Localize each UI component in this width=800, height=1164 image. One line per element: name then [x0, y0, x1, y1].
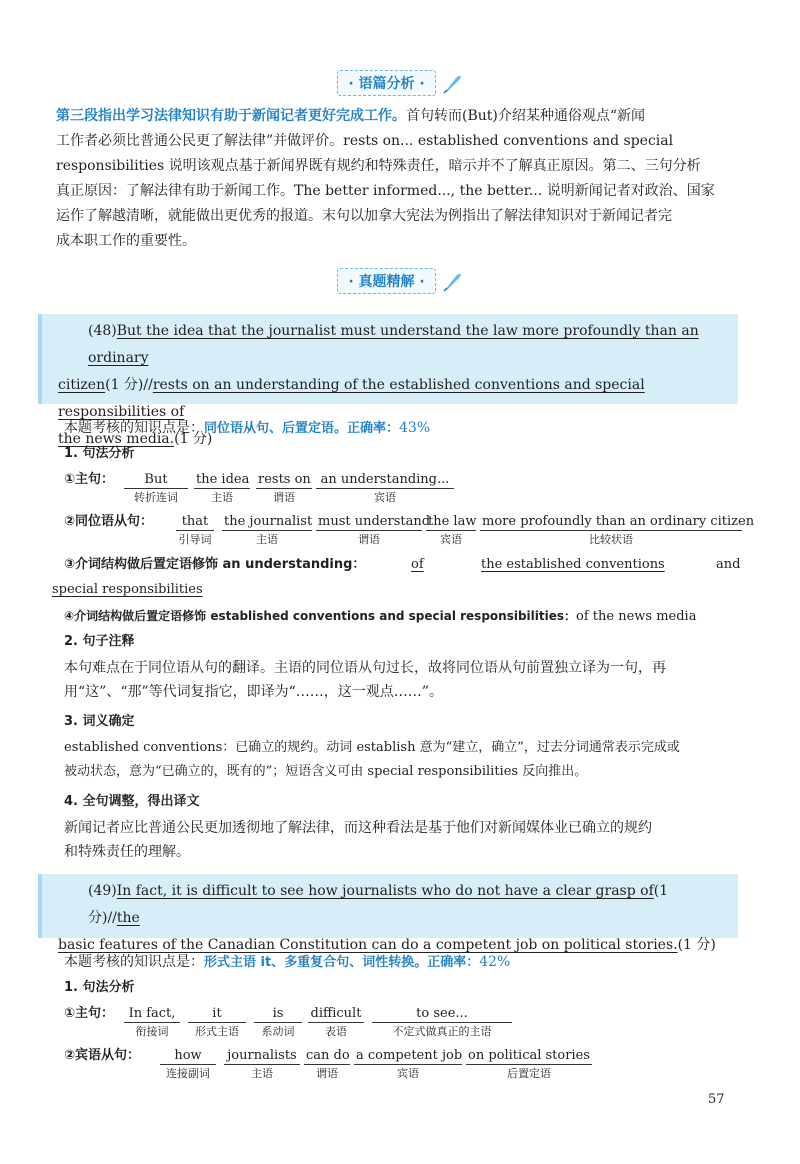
cell-zh: 宾语: [374, 491, 396, 504]
cell-en: difficult: [308, 1005, 364, 1023]
subheading: 1. 句法分析: [64, 446, 135, 461]
cell-zh: 比较状语: [589, 533, 633, 546]
grammar-cell: [188, 1005, 246, 1040]
cell-zh: 引导词: [178, 533, 212, 546]
grammar-word: the established conventions: [481, 557, 665, 572]
word-line: 被动状态，意为“已确立的，既有的”；短语含义可由 special responsibilities 反向推出。: [64, 764, 588, 779]
score-mark: (1 分)//: [105, 377, 153, 393]
grammar-word: special responsibilities: [52, 582, 203, 597]
cell-zh: 形式主语: [195, 1025, 239, 1038]
grammar-cell: [466, 1047, 592, 1082]
row-label: ④介词结构做后置定语修饰 established conventions and special responsibilities：: [64, 609, 577, 623]
analysis-line: 运作了解越清晰，就能做出更优秀的报道。末句以加拿大宪法为例指出了解法律知识对于新闻记者完: [56, 208, 672, 224]
row-label: ②宾语从句：: [64, 1048, 141, 1063]
grammar-cell: [316, 471, 454, 506]
grammar-word: of the news media: [576, 609, 697, 624]
kp-points: 同位语从句、后置定语。正确率：: [204, 421, 400, 436]
grammar-cell: [354, 1047, 462, 1082]
cell-zh: 谓语: [316, 1067, 338, 1080]
cell-en: it: [188, 1005, 246, 1023]
cell-zh: 谓语: [273, 491, 295, 504]
analysis-line: 真正原因：了解法律有助于新闻工作。The better informed..., the better... 说明新闻记者对政治、国家: [56, 183, 715, 199]
section-title-exam: [0, 268, 800, 294]
grammar-word: and: [716, 557, 741, 572]
section-title-analysis: [0, 70, 800, 96]
cell-en: an understanding...: [316, 471, 454, 489]
row-label: ②同位语从句：: [64, 514, 154, 529]
subheading: 2. 句子注释: [64, 634, 135, 649]
cell-en: must understand: [318, 514, 431, 529]
note-line: 本句难点在于同位语从句的翻译。主语的同位语从句过长，故将同位语从句前置独立译为一句，再: [64, 660, 666, 676]
subheading: 3. 词义确定: [64, 714, 135, 729]
row-label: ③介词结构做后置定语修饰 an understanding：: [64, 557, 366, 572]
cell-zh: 系动词: [261, 1025, 295, 1038]
grammar-cell: [256, 471, 312, 506]
cell-en: that: [176, 513, 214, 531]
grammar-cell: [304, 1047, 350, 1082]
section-title-text: · 语篇分析 ·: [348, 76, 425, 92]
sentence-part: the: [116, 910, 140, 926]
translation-line: 新闻记者应比普通公民更加透彻地了解法律，而这种看法是基于他们对新闻媒体业已确立的规约: [64, 820, 652, 836]
cell-zh: 主语: [211, 491, 233, 504]
translation-line: 和特殊责任的理解。: [64, 844, 190, 860]
score-mark: (1 分): [174, 431, 213, 447]
section-title-box: [337, 268, 435, 294]
grammar-cell: [160, 1047, 216, 1082]
analysis-line: responsibilities 说明该观点基于新闻界既有规约和特殊责任，暗示并不了解真正原因。第二、三句分析: [56, 158, 701, 174]
cell-en: the idea: [196, 472, 250, 487]
cell-en: But: [124, 471, 188, 489]
kp-prefix: 本题考核的知识点是：: [64, 420, 204, 436]
grammar-word: of: [411, 557, 424, 572]
row-label: ①主句：: [64, 1006, 115, 1021]
sentence-part: the news media.: [58, 431, 175, 447]
grammar-cell: [254, 1005, 302, 1040]
subheading: 4. 全句调整，得出译文: [64, 794, 200, 809]
cell-en: more profoundly than an ordinary citizen: [482, 514, 755, 529]
kp-points: 形式主语 it、多重复合句、词性转换。正确率：: [204, 955, 480, 970]
section-title-text: · 真题精解 ·: [348, 274, 425, 290]
grammar-cell: [224, 1047, 300, 1082]
cell-en: the journalist: [224, 514, 313, 529]
analysis-lead: 第三段指出学习法律知识有助于新闻记者更好完成工作。: [56, 108, 406, 124]
cell-en: how: [160, 1047, 216, 1065]
knowledge-point-49: [64, 952, 510, 973]
kp-rate: 43%: [399, 420, 431, 436]
cell-zh: 后置定语: [507, 1067, 551, 1080]
grammar-cell: [316, 513, 431, 548]
cell-zh: 连接副词: [166, 1067, 210, 1080]
grammar-cell: [372, 1005, 512, 1040]
cell-zh: 表语: [325, 1025, 347, 1038]
word-line: established conventions：已确立的规约。动词 establish 意为“建立，确立”，过去分词通常表示完成或: [64, 740, 680, 755]
kp-rate: 42%: [479, 954, 511, 970]
page-number: 57: [708, 1092, 725, 1107]
grammar-cell: [426, 513, 476, 548]
section-title-box: [337, 70, 435, 96]
kp-prefix: 本题考核的知识点是：: [64, 954, 204, 970]
analysis-line: 首句转而(But)介绍某种通俗观点“新闻: [406, 108, 646, 124]
cell-en: on political stories: [466, 1047, 592, 1065]
cell-en: the law: [428, 514, 477, 529]
sentence-part: But the idea that the journalist must understand the law more profoundly than an ordinary: [88, 323, 699, 366]
cell-zh: 衔接词: [135, 1025, 169, 1038]
row-label: ①主句：: [64, 472, 115, 487]
note-line: 用“这”、“那”等代词复指它，即译为“……，这一观点……”。: [64, 684, 443, 700]
subheading: 1. 句法分析: [64, 980, 135, 995]
cell-zh: 主语: [251, 1067, 273, 1080]
score-mark: (1 分): [677, 937, 716, 953]
sentence-part: basic features of the Canadian Constitution can do a competent job on political stories.: [58, 937, 678, 953]
grammar-cell: [308, 1005, 364, 1040]
sentence-part: In fact, it is difficult to see how journalists who do not have a clear grasp of: [116, 883, 654, 899]
analysis-line: 成本职工作的重要性。: [56, 233, 196, 249]
analysis-line: 工作者必须比普通公民更了解法律”并做评价。rests on... established conventions and special: [56, 133, 674, 149]
note-paragraph: [64, 656, 744, 704]
question-number: (49): [88, 883, 117, 899]
score-mark: (1 分)//: [88, 883, 669, 926]
cell-zh: 宾语: [397, 1067, 419, 1080]
grammar-cell: [176, 513, 214, 548]
grammar-cell: [480, 513, 755, 548]
cell-zh: 主语: [256, 533, 278, 546]
quill-pen-icon: [441, 271, 463, 293]
question-number: (48): [88, 323, 117, 339]
cell-en: rests on: [258, 472, 311, 487]
grammar-cell: [222, 513, 312, 548]
cell-en: In fact,: [124, 1005, 180, 1023]
cell-zh: 转折连词: [134, 491, 178, 504]
cell-zh: 谓语: [358, 533, 380, 546]
row-4: [64, 606, 696, 627]
quill-pen-icon: [441, 73, 463, 95]
grammar-cell: [124, 1005, 180, 1040]
word-paragraph: [64, 736, 744, 784]
cell-zh: 不定式做真正的主语: [392, 1025, 492, 1038]
cell-en: journalists: [224, 1047, 300, 1065]
cell-en: to see...: [372, 1005, 512, 1023]
question-49-box: [38, 874, 738, 953]
cell-en: is: [254, 1005, 302, 1023]
sentence-part: citizen: [58, 377, 106, 393]
grammar-cell: [194, 471, 250, 506]
analysis-paragraph: [56, 104, 746, 254]
grammar-cell: [124, 471, 188, 506]
cell-zh: 宾语: [440, 533, 462, 546]
sentence-part: rests on an understanding of the established conventions and special responsibilities of: [58, 377, 645, 420]
cell-en: a competent job: [356, 1048, 463, 1063]
cell-en: can do: [306, 1048, 350, 1063]
knowledge-point-48: [64, 418, 430, 439]
translation-paragraph: [64, 816, 744, 864]
